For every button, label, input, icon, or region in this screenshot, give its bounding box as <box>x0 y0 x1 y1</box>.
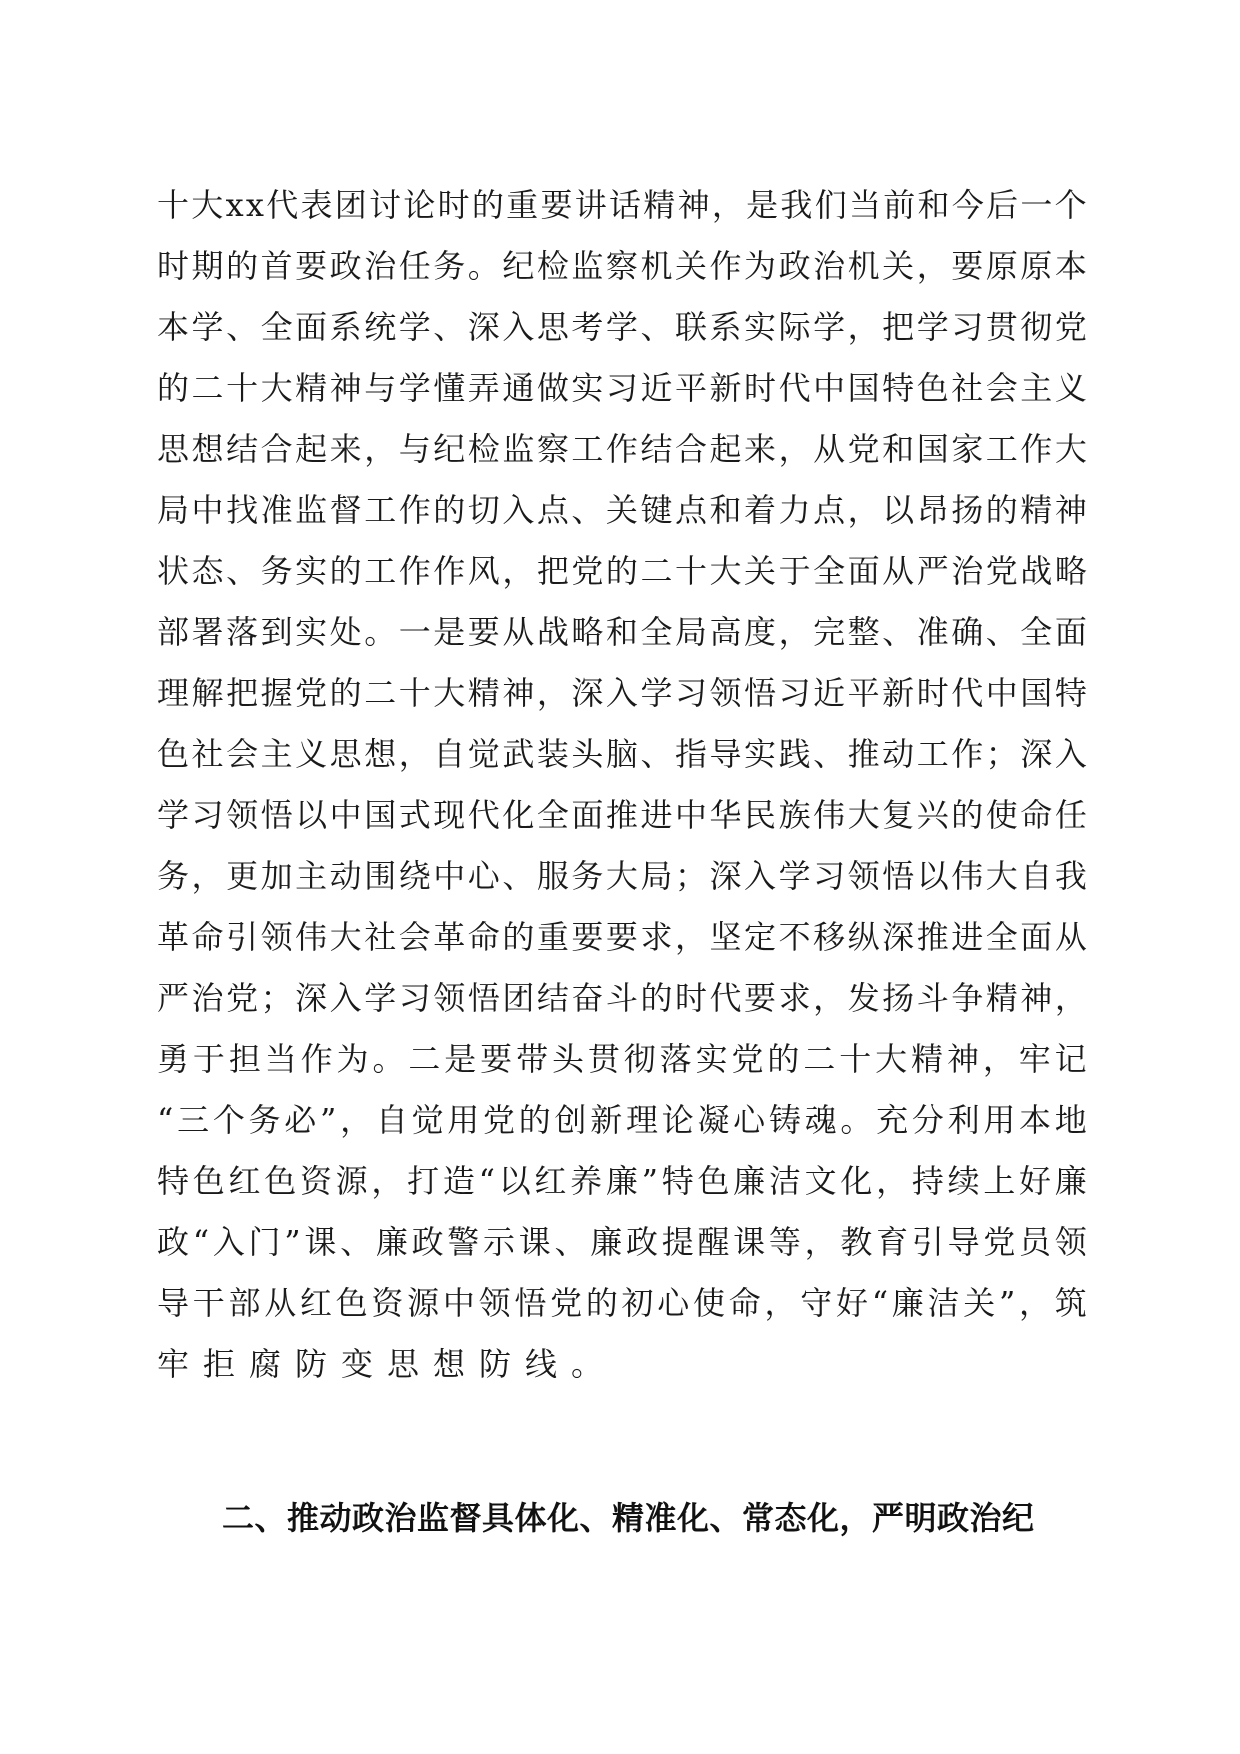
paragraph-line: 本 学 、 全 面 系 统 学 、 深 入 思 考 学 、 联 系 实 际 学 ， 把 学 习 贯 彻 党 <box>157 308 1087 346</box>
paragraph-line: 局 中 找 准 监 督 工 作 的 切 入 点 、 关 键 点 和 着 力 点 ， 以 昂 扬 的 精 神 <box>157 491 1087 529</box>
paragraph-line: 学 习 领 悟 以 中 国 式 现 代 化 全 面 推 进 中 华 民 族 伟 大 复 兴 的 使 命 任 <box>157 796 1087 834</box>
paragraph-line: 务 ， 更 加 主 动 围 绕 中 心 、 服 务 大 局 ； 深 入 学 习 领 悟 以 伟 大 自 我 <box>157 857 1087 895</box>
paragraph-line: 色 社 会 主 义 思 想 ， 自 觉 武 装 头 脑 、 指 导 实 践 、 推 动 工 作 ； 深 入 <box>157 735 1087 773</box>
paragraph-line: 导 干 部 从 红 色 资 源 中 领 悟 党 的 初 心 使 命 ， 守 好 “ 廉 洁 关 ” ， 筑 <box>157 1284 1087 1322</box>
paragraph-line: 时 期 的 首 要 政 治 任 务 。 纪 检 监 察 机 关 作 为 政 治 机 关 ， 要 原 原 本 <box>157 247 1087 285</box>
paragraph-line: 思 想 结 合 起 来 ， 与 纪 检 监 察 工 作 结 合 起 来 ， 从 党 和 国 家 工 作 大 <box>157 430 1087 468</box>
paragraph-line: 牢拒腐防变思想防线。 <box>157 1345 618 1383</box>
paragraph-line: 革 命 引 领 伟 大 社 会 革 命 的 重 要 要 求 ， 坚 定 不 移 纵 深 推 进 全 面 从 <box>157 918 1087 956</box>
paragraph-line: 政 “ 入 门 ” 课 、 廉 政 警 示 课 、 廉 政 提 醒 课 等 ， 教 育 引 导 党 员 领 <box>157 1223 1087 1261</box>
body-paragraph <box>157 175 1087 1395</box>
paragraph-line: “ 三 个 务 必 ” ， 自 觉 用 党 的 创 新 理 论 凝 心 铸 魂 。 充 分 利 用 本 地 <box>157 1101 1087 1139</box>
section-heading: 二、推动政治监督具体化、精准化、常态化，严明政治纪 <box>222 1499 1035 1537</box>
paragraph-line: 勇 于 担 当 作 为 。 二 是 要 带 头 贯 彻 落 实 党 的 二 十 大 精 神 ， 牢 记 <box>157 1040 1087 1078</box>
paragraph-line: 状 态 、 务 实 的 工 作 作 风 ， 把 党 的 二 十 大 关 于 全 面 从 严 治 党 战 略 <box>157 552 1087 590</box>
paragraph-line: 的 二 十 大 精 神 与 学 懂 弄 通 做 实 习 近 平 新 时 代 中 国 特 色 社 会 主 义 <box>157 369 1087 407</box>
paragraph-line: 严 治 党 ； 深 入 学 习 领 悟 团 结 奋 斗 的 时 代 要 求 ， 发 扬 斗 争 精 神 ， <box>157 979 1087 1017</box>
paragraph-line: 十 大 x x 代 表 团 讨 论 时 的 重 要 讲 话 精 神 ， 是 我 们 当 前 和 今 后 一 个 <box>157 186 1087 224</box>
paragraph-line: 特 色 红 色 资 源 ， 打 造 “ 以 红 养 廉 ” 特 色 廉 洁 文 化 ， 持 续 上 好 廉 <box>157 1162 1087 1200</box>
paragraph-line: 部 署 落 到 实 处 。 一 是 要 从 战 略 和 全 局 高 度 ， 完 整 、 准 确 、 全 面 <box>157 613 1087 651</box>
paragraph-line: 理 解 把 握 党 的 二 十 大 精 神 ， 深 入 学 习 领 悟 习 近 平 新 时 代 中 国 特 <box>157 674 1087 712</box>
